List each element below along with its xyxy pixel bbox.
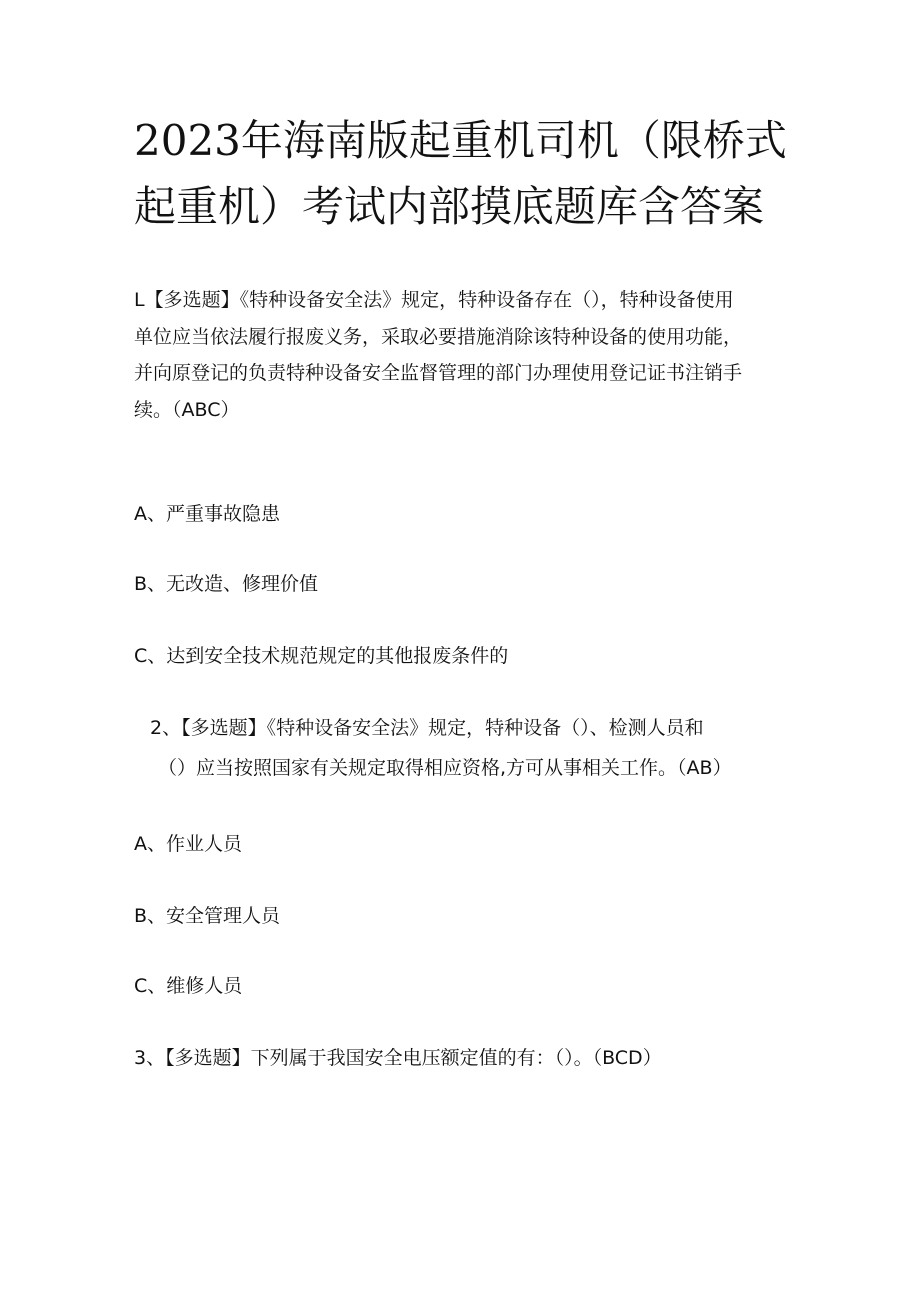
question-2-line: （）应当按照国家有关规定取得相应资格,方可从事相关工作。（AB） (158, 757, 732, 779)
question-2-option-b: B、安全管理人员 (134, 905, 281, 927)
question-3-line: 3、【多选题】下列属于我国安全电压额定值的有：（）。（BCD） (134, 1047, 662, 1069)
question-2-option-a: A、作业人员 (134, 833, 242, 855)
question-1-option-a: A、严重事故隐患 (134, 503, 280, 525)
question-1-line: 单位应当依法履行报废义务，采取必要措施消除该特种设备的使用功能， (134, 325, 743, 348)
question-1-line: 并向原登记的负责特种设备安全监督管理的部门办理使用登记证书注销手 (134, 362, 743, 384)
title-line-2: 起重机）考试内部摸底题库含答案 (134, 182, 765, 231)
question-1-option-b: B、无改造、修理价值 (134, 573, 319, 595)
question-2 (150, 708, 810, 788)
question-1-option-c: C、达到安全技术规范规定的其他报废条件的 (134, 645, 509, 667)
question-1 (134, 282, 794, 428)
question-3 (134, 1040, 794, 1076)
question-1-line: L【多选题】《特种设备安全法》规定，特种设备存在（），特种设备使用 (134, 289, 734, 311)
question-1-line: 续。（ABC） (134, 398, 240, 421)
document-title (134, 108, 794, 240)
title-line-1: 2023年海南版起重机司机（限桥式 (134, 116, 787, 165)
question-2-option-c: C、维修人员 (134, 975, 243, 997)
question-2-line: 2、【多选题】《特种设备安全法》规定，特种设备（）、检测人员和 (150, 717, 704, 739)
